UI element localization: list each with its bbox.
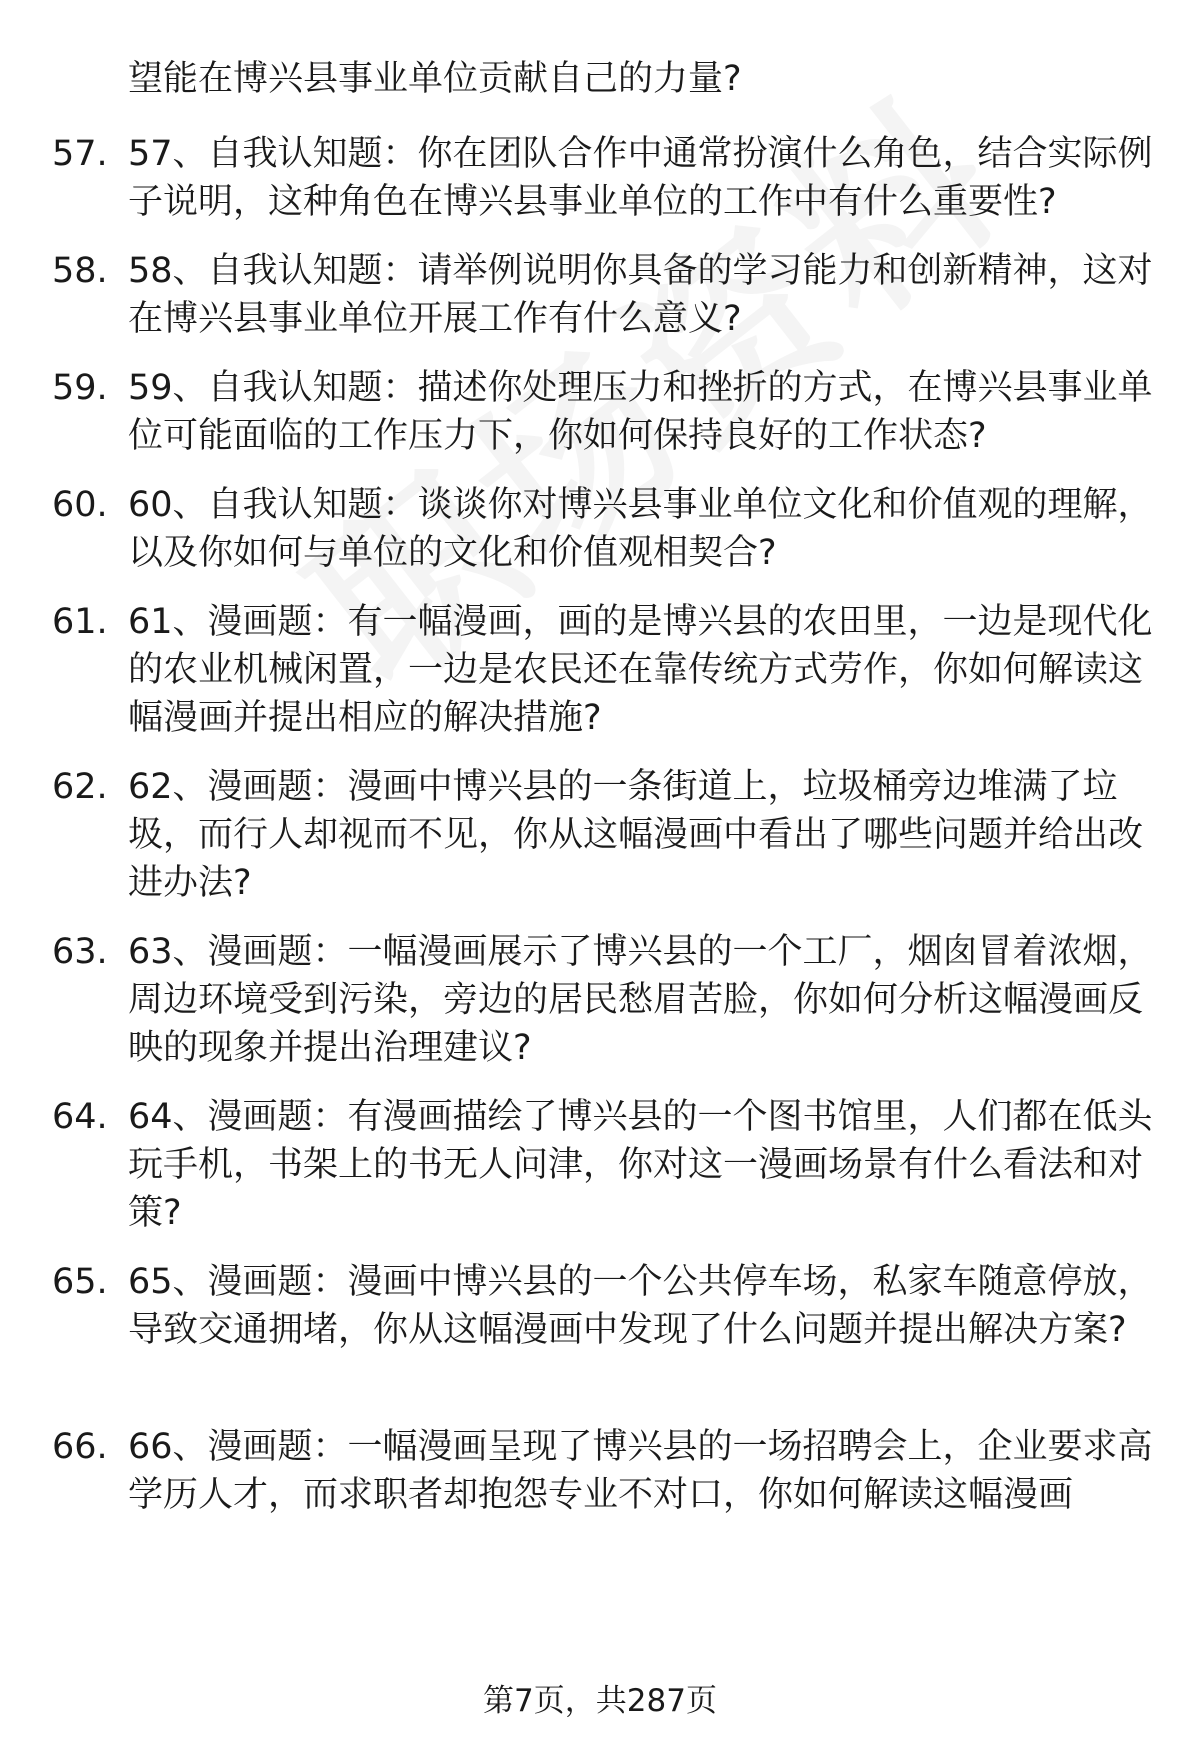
question-text: 60、自我认知题：谈谈你对博兴县事业单位文化和价值观的理解，以及你如何与单位的文化和价值观相契合?: [128, 485, 1153, 573]
question-text: 65、漫画题：漫画中博兴县的一个公共停车场，私家车随意停放，导致交通拥堵，你从这幅漫画中发现了什么问题并提出解决方案?: [128, 1262, 1153, 1350]
question-text: 58、自我认知题：请举例说明你具备的学习能力和创新精神，这对在博兴县事业单位开展工作有什么意义?: [128, 251, 1153, 339]
question-number: 66.: [52, 1427, 108, 1467]
question-number: 63.: [52, 932, 108, 972]
question-text: 66、漫画题：一幅漫画呈现了博兴县的一场招聘会上，企业要求高学历人才，而求职者却抱怨专业不对口，你如何解读这幅漫画: [128, 1427, 1153, 1515]
question-text: 59、自我认知题：描述你处理压力和挫折的方式，在博兴县事业单位可能面临的工作压力下，你如何保持良好的工作状态?: [128, 368, 1153, 456]
question-number: 59.: [52, 368, 108, 408]
question-text: 61、漫画题：有一幅漫画，画的是博兴县的农田里，一边是现代化的农业机械闲置，一边是农民还在靠传统方式劳作，你如何解读这幅漫画并提出相应的解决措施?: [128, 602, 1153, 738]
question-number: 64.: [52, 1097, 108, 1137]
question-number: 61.: [52, 602, 108, 642]
question-text: 62、漫画题：漫画中博兴县的一条街道上，垃圾桶旁边堆满了垃圾，而行人却视而不见，你从这幅漫画中看出了哪些问题并给出改进办法?: [128, 767, 1144, 903]
question-text: 63、漫画题：一幅漫画展示了博兴县的一个工厂，烟囱冒着浓烟，周边环境受到污染，旁边的居民愁眉苦脸，你如何分析这幅漫画反映的现象并提出治理建议?: [128, 932, 1153, 1068]
page-footer: 第7页，共287页: [483, 1683, 717, 1719]
question-number: 62.: [52, 767, 108, 807]
question-number: 57.: [52, 134, 108, 174]
question-text: 57、自我认知题：你在团队合作中通常扮演什么角色，结合实际例子说明，这种角色在博兴县事业单位的工作中有什么重要性?: [128, 134, 1153, 222]
question-number: 60.: [52, 485, 108, 525]
continued-question-text: 望能在博兴县事业单位贡献自己的力量?: [128, 59, 742, 99]
question-text: 64、漫画题：有漫画描绘了博兴县的一个图书馆里，人们都在低头玩手机，书架上的书无人问津，你对这一漫画场景有什么看法和对策?: [128, 1097, 1153, 1233]
question-number: 65.: [52, 1262, 108, 1302]
question-number: 58.: [52, 251, 108, 291]
